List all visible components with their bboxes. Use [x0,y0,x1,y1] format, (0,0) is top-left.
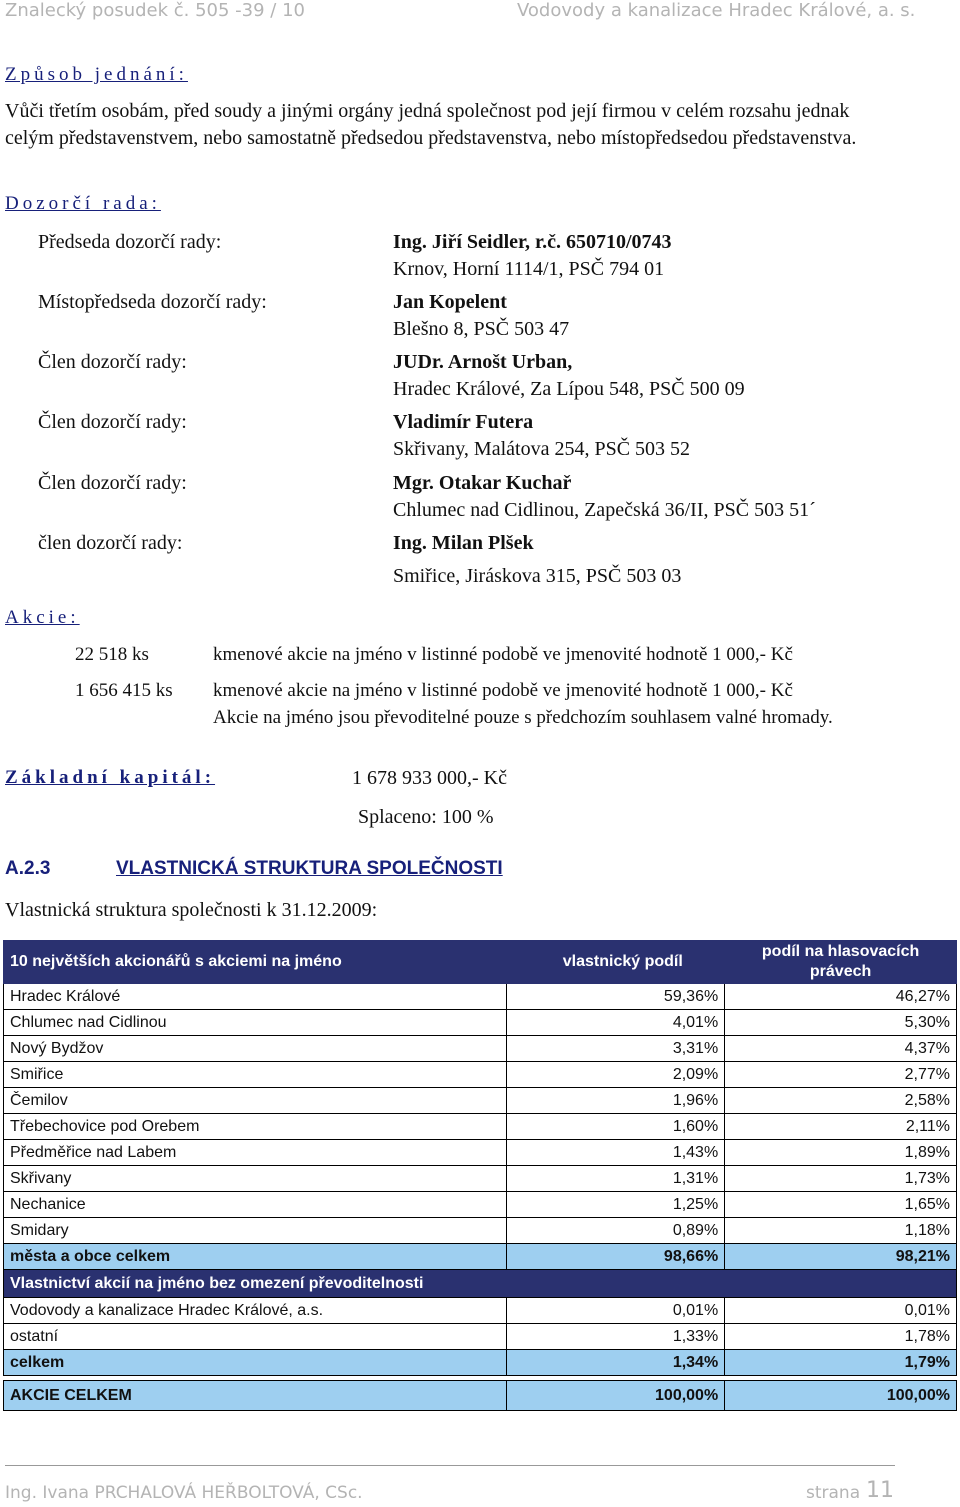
capital-paid: Splaceno: 100 % [358,806,494,828]
shareholder-name: Skřivany [4,1166,507,1192]
footer-page-number: 11 [866,1478,894,1503]
table-row [4,1010,957,1036]
section-title-akcie: Akcie: [5,607,80,628]
board-role: Předseda dozorčí rady: [38,231,222,253]
column-header: podíl na hlasovacích právech [725,941,957,984]
share-count: 1 656 415 ks [75,680,173,701]
grand-total-row [4,1381,957,1411]
footer-author: Ing. Ivana PRCHALOVÁ HEŘBOLTOVÁ, CSc. [5,1483,363,1503]
board-address: Chlumec nad Cidlinou, Zapečská 36/II, PSČ 503 51´ [393,499,816,521]
share-note: Akcie na jméno jsou převoditelné pouze s předchozím souhlasem valné hromady. [213,707,833,728]
ownership-table [3,940,957,1411]
voting-share: 2,58% [725,1088,957,1114]
column-header: 10 největších akcionářů s akciemi na jméno [4,941,507,984]
voting-share: 2,11% [725,1114,957,1140]
shareholder-name: Vodovody a kanalizace Hradec Králové, a.s. [4,1298,507,1324]
table-header-row [4,941,957,984]
table-row [4,1324,957,1350]
ownership-share: 59,36% [507,984,725,1010]
board-role: Místopředseda dozorčí rady: [38,291,267,313]
table-row [4,1036,957,1062]
table-row [4,1218,957,1244]
table-row [4,1088,957,1114]
subtotal-label: města a obce celkem [4,1244,507,1270]
board-role: člen dozorčí rady: [38,532,183,554]
subtotal-row [4,1350,957,1376]
ownership-share: 1,33% [507,1324,725,1350]
shareholder-name: Smiřice [4,1062,507,1088]
board-role: Člen dozorčí rady: [38,351,187,373]
share-description: kmenové akcie na jméno v listinné podobě ve jmenovité hodnotě 1 000,- Kč [213,680,793,701]
grand-total-label: AKCIE CELKEM [4,1381,507,1411]
board-address: Blešno 8, PSČ 503 47 [393,318,570,340]
voting-share: 1,18% [725,1218,957,1244]
share-count: 22 518 ks [75,644,149,665]
voting-share: 46,27% [725,984,957,1010]
shareholder-name: Třebechovice pod Orebem [4,1114,507,1140]
board-name: Jan Kopelent [393,291,507,313]
ownership-subtitle: Vlastnická struktura společnosti k 31.12.2009: [5,899,378,921]
board-role: Člen dozorčí rady: [38,411,187,433]
table-row [4,984,957,1010]
share-description: kmenové akcie na jméno v listinné podobě ve jmenovité hodnotě 1 000,- Kč [213,644,793,665]
ownership-share: 1,25% [507,1192,725,1218]
chapter-number: A.2.3 [5,858,51,879]
footer-divider [5,1465,895,1466]
ownership-share: 1,43% [507,1140,725,1166]
category-band-label: Vlastnictví akcií na jméno bez omezení převoditelnosti [4,1270,957,1298]
board-name: Ing. Milan Plšek [393,532,534,554]
voting-share: 1,73% [725,1166,957,1192]
board-address: Smiřice, Jiráskova 315, PSČ 503 03 [393,565,682,587]
ownership-share: 2,09% [507,1062,725,1088]
ownership-share: 0,01% [507,1298,725,1324]
ownership-share: 0,89% [507,1218,725,1244]
voting-share: 1,65% [725,1192,957,1218]
chapter-title: VLASTNICKÁ STRUKTURA SPOLEČNOSTI [116,858,503,879]
subtotal-ownership: 98,66% [507,1244,725,1270]
board-name: JUDr. Arnošt Urban, [393,351,573,373]
shareholder-name: Nový Bydžov [4,1036,507,1062]
shareholder-name: Chlumec nad Cidlinou [4,1010,507,1036]
shareholder-name: Čemilov [4,1088,507,1114]
voting-share: 4,37% [725,1036,957,1062]
board-name: Ing. Jiří Seidler, r.č. 650710/0743 [393,231,672,253]
ownership-share: 1,96% [507,1088,725,1114]
header-document-id: Znalecký posudek č. 505 -39 / 10 [5,0,305,21]
table-row [4,1062,957,1088]
table-row [4,1114,957,1140]
board-role: Člen dozorčí rady: [38,472,187,494]
shareholder-name: Předměřice nad Labem [4,1140,507,1166]
subtotal-ownership: 1,34% [507,1350,725,1376]
board-address: Krnov, Horní 1114/1, PSČ 794 01 [393,258,665,280]
board-name: Vladimír Futera [393,411,534,433]
voting-share: 2,77% [725,1062,957,1088]
board-address: Skřivany, Malátova 254, PSČ 503 52 [393,438,691,460]
subtotal-voting: 1,79% [725,1350,957,1376]
section-title-jednani: Způsob jednání: [5,64,188,85]
ownership-share: 1,60% [507,1114,725,1140]
board-address: Hradec Králové, Za Lípou 548, PSČ 500 09 [393,378,745,400]
board-name: Mgr. Otakar Kuchař [393,472,572,494]
table-row [4,1298,957,1324]
table-row [4,1166,957,1192]
column-header: vlastnický podíl [507,941,725,984]
table-row [4,1140,957,1166]
footer-page-label: strana [806,1483,861,1503]
voting-share: 5,30% [725,1010,957,1036]
shareholder-name: Smidary [4,1218,507,1244]
grand-total-voting: 100,00% [725,1381,957,1411]
jednani-paragraph: Vůči třetím osobám, před soudy a jinými orgány jedná společnost pod její firmou v celém rozsahu jednak celým představenstvem, nebo samostatně předsedou představenstva, nebo místopředsedou představenstva. [5,100,857,149]
ownership-share: 1,31% [507,1166,725,1192]
ownership-share: 3,31% [507,1036,725,1062]
grand-total-ownership: 100,00% [507,1381,725,1411]
subtotal-voting: 98,21% [725,1244,957,1270]
voting-share: 0,01% [725,1298,957,1324]
section-title-dozorci: Dozorčí rada: [5,193,161,214]
category-band-row [4,1270,957,1298]
header-company: Vodovody a kanalizace Hradec Králové, a. s. [517,0,916,21]
shareholder-name: Hradec Králové [4,984,507,1010]
table-row [4,1192,957,1218]
shareholder-name: ostatní [4,1324,507,1350]
voting-share: 1,78% [725,1324,957,1350]
section-title-zakladni: Základní kapitál: [5,767,216,788]
subtotal-label: celkem [4,1350,507,1376]
subtotal-row [4,1244,957,1270]
shareholder-name: Nechanice [4,1192,507,1218]
capital-amount: 1 678 933 000,- Kč [352,767,507,789]
voting-share: 1,89% [725,1140,957,1166]
ownership-share: 4,01% [507,1010,725,1036]
